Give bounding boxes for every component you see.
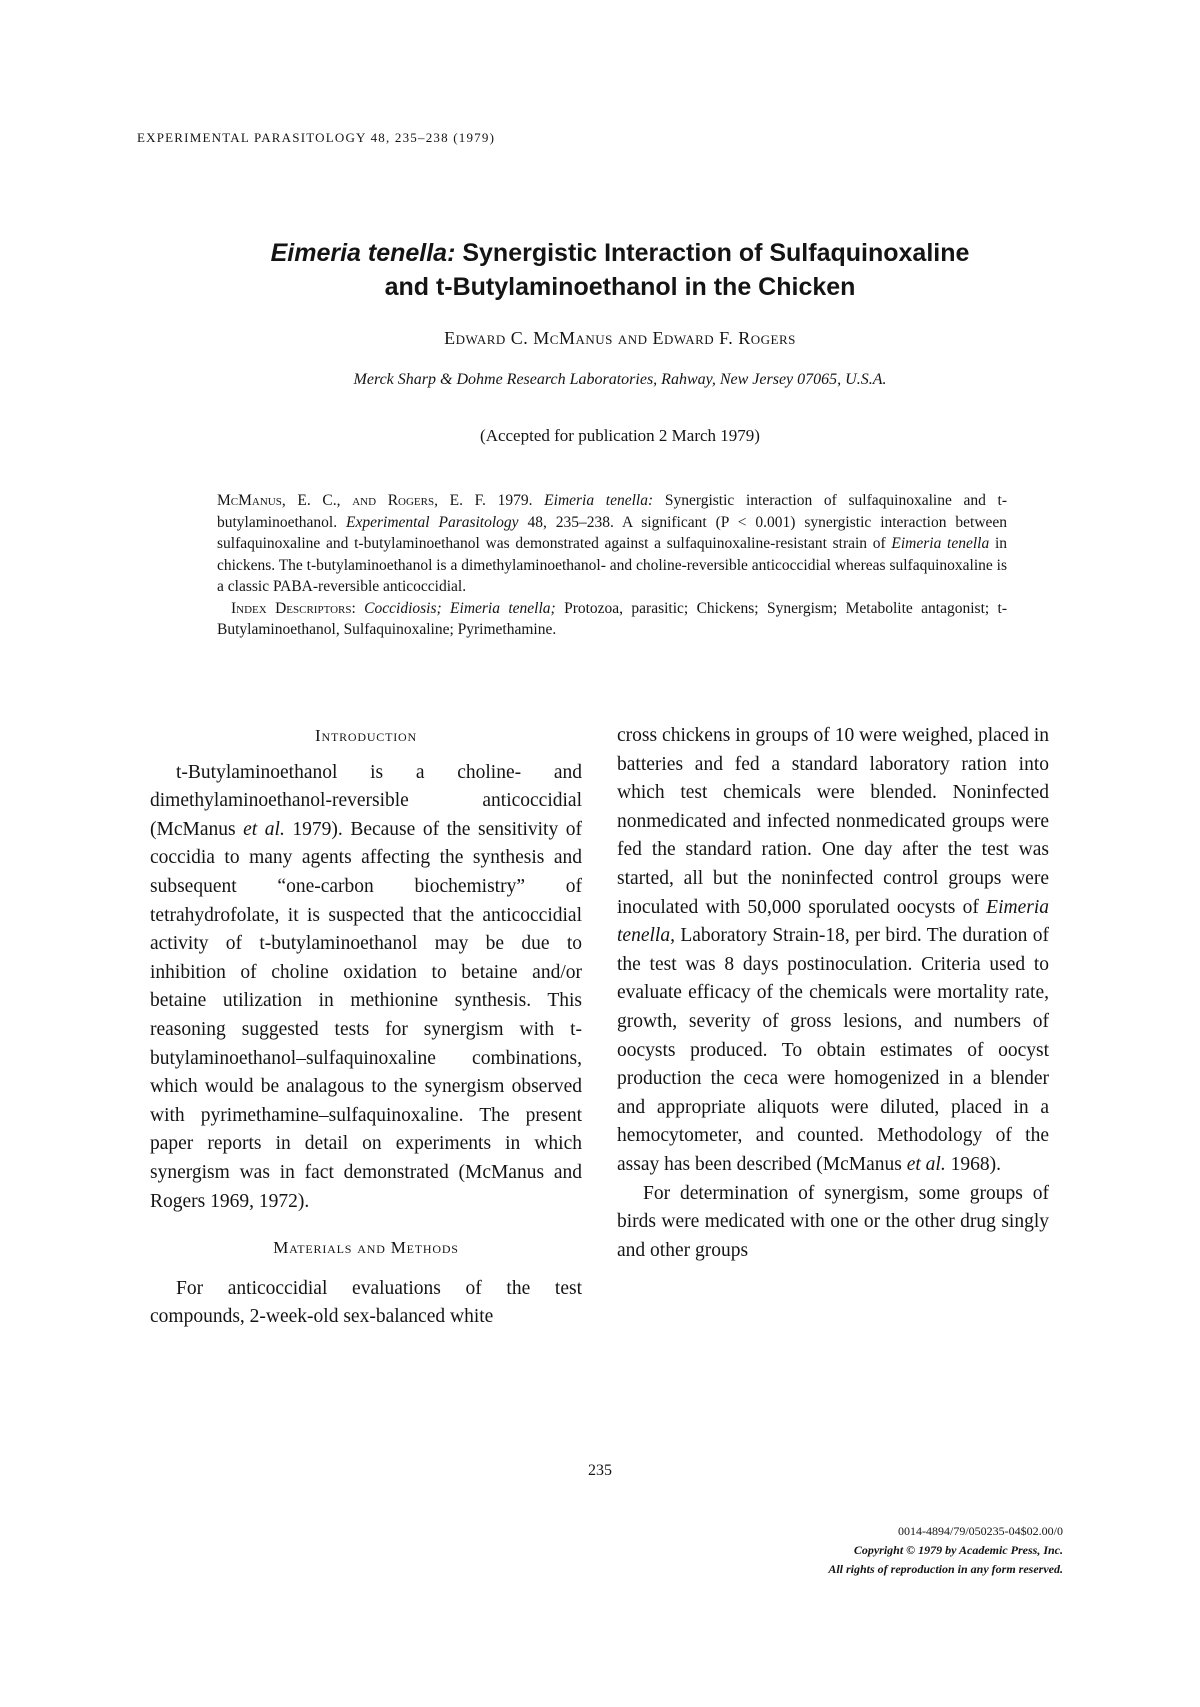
methods-et-al: et al. — [906, 1153, 946, 1175]
intro-text-2: 1979). Because of the sensitivity of coccidia to many agents affecting the synthesis and subsequent “one-carbon biochemistry” of tetrahydrofolate, it is suspected that the anticoccidial activity of t-butylaminoethanol may be due to inhibition of choline oxidation to betaine and/or betaine utilization in methionine synthesis. This reasoning suggested tests for synergism with t-butylaminoethanol–sulfaquinoxaline combinations, which would be analagous to the synergism observed with pyrimethamine–sulfaquinoxaline. The present paper reports in detail on experiments in which synergism was in fact demonstrated (McManus and Rogers 1969, 1972). — [150, 818, 582, 1212]
abstract-citation-authors: McManus, E. C., and Rogers, E. F. 1979. — [217, 492, 533, 509]
abstract-species: Eimeria tenella — [891, 535, 990, 552]
methods-text-1c: 1968). — [950, 1153, 1001, 1175]
methods-text-1a: cross chickens in groups of 10 were weighed, placed in batteries and fed a standard laboratory ration into which test chemicals were blended. Noninfected nonmedicated and infected nonmedicated groups were fed the standard ration. One day after the test was started, all but the noninfected control groups were inoculated with 50,000 sporulated oocysts of — [617, 725, 1049, 918]
abstract-journal-volume: 48, 235–238. — [527, 513, 614, 531]
abstract-body-2: in chickens. The t-butylaminoethanol is a dimethylaminoethanol- and choline-reversible anticoccidial whereas sulfaquinoxaline is a classic PABA-reversible anticoccidial. — [217, 535, 1007, 595]
methods-paragraph: For anticoccidial evaluations of the test compounds, 2-week-old sex-balanced white — [150, 1277, 582, 1328]
left-column — [150, 722, 582, 1332]
abstract-citation-species: Eimeria tenella: — [544, 492, 654, 509]
right-column — [617, 722, 1049, 1265]
index-items-rest: Protozoa, parasitic; Chickens; Synergism; Metabolite antagonist; t-Butylaminoethanol, Sulfaquinoxaline; Pyrimethamine. — [217, 599, 1008, 638]
title-line-1 — [271, 239, 970, 267]
introduction-heading: Introduction — [315, 726, 417, 745]
methods-heading: Materials and Methods — [273, 1238, 459, 1258]
methods-species: Eimeria tenella, — [617, 896, 1049, 947]
abstract — [217, 490, 1007, 641]
index-descriptors-label: Index Descriptors: — [231, 599, 356, 617]
methods-text-1b: Laboratory Strain-18, per bird. The duration of the test was 8 days postinoculation. Criteria used to evaluate efficacy of the chemicals were mortality rate, growth, severity of gross lesions, and numbers of oocysts produced. To obtain estimates of oocyst production the ceca were homogenized in a blender and appropriate aliquots were diluted, placed in a hemocytometer, and counted. Methodology of the assay has been described (McManus — [617, 925, 1050, 1175]
title-italic-species: Eimeria tenella: — [270, 239, 456, 267]
article-title — [170, 236, 1070, 304]
title-line-2: and t-Butylaminoethanol in the Chicken — [384, 273, 856, 301]
accepted-date: (Accepted for publication 2 March 1979) — [480, 426, 760, 445]
abstract-citation-title: Synergistic interaction of sulfaquinoxaline and t-butylaminoethanol. — [217, 492, 1008, 531]
affiliation: Merck Sharp & Dohme Research Laboratories, Rahway, New Jersey 07065, U.S.A. — [353, 371, 887, 388]
footer — [828, 1522, 1063, 1579]
synergism-paragraph: For determination of synergism, some groups of birds were medicated with one or the other drug singly and other groups — [617, 1182, 1049, 1261]
footer-rights: All rights of reproduction in any form reserved. — [828, 1562, 1063, 1576]
footer-code: 0014-4894/79/050235-04$02.00/0 — [898, 1524, 1063, 1538]
page-number: 235 — [588, 1462, 612, 1479]
methods-continued-paragraph — [617, 722, 1049, 1180]
index-item-1: Coccidiosis; — [364, 599, 442, 617]
running-head: EXPERIMENTAL PARASITOLOGY 48, 235–238 (1979) — [137, 130, 496, 145]
title-line-1-rest: Synergistic Interaction of Sulfaquinoxaline — [455, 239, 970, 267]
abstract-body-1: A significant (P < 0.001) synergistic interaction between sulfaquinoxaline and t-butylaminoethanol was demonstrated against a sulfaquinoxaline-resistant strain of — [217, 513, 1008, 552]
footer-copyright: Copyright © 1979 by Academic Press, Inc. — [853, 1543, 1063, 1557]
introduction-paragraph — [150, 759, 582, 1217]
index-species: Eimeria tenella; — [450, 599, 556, 617]
abstract-paragraph — [217, 490, 1007, 598]
authors: Edward C. McManus and Edward F. Rogers — [444, 328, 796, 348]
intro-text-1: t-Butylaminoethanol is a choline- and dimethylaminoethanol-reversible anticoccidial (McManus — [150, 761, 582, 840]
intro-et-al: et al. — [243, 818, 285, 840]
abstract-journal: Experimental Parasitology — [346, 513, 519, 531]
index-descriptors — [217, 598, 1007, 641]
